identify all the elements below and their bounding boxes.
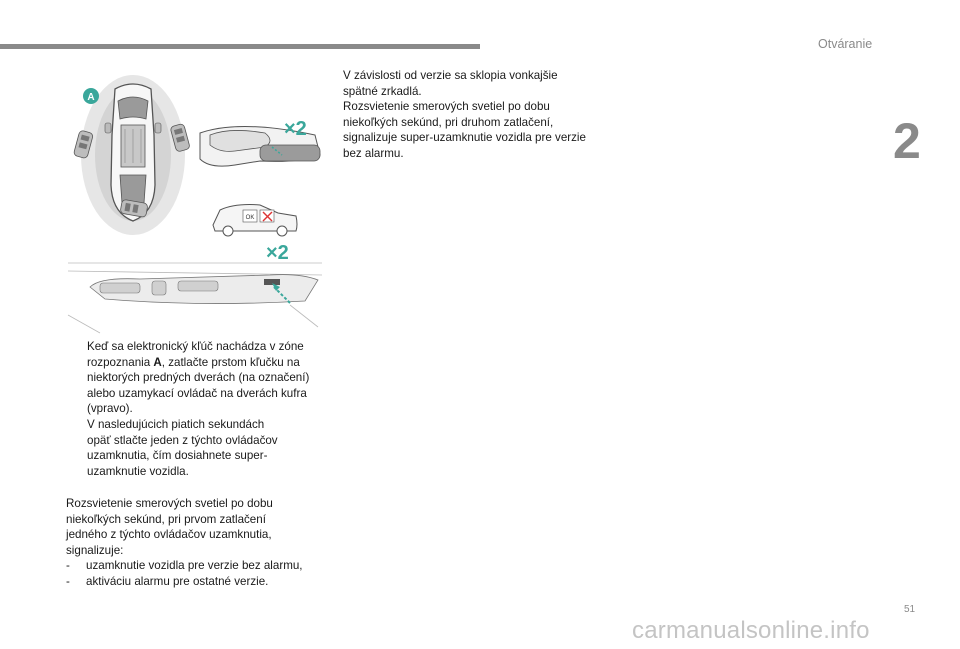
chapter-number: 2 [893,113,921,169]
text-line: bez alarmu. [343,146,404,160]
instruction-item: Keď sa elektronický kľúč nachádza v zóne rozpoznania A, zatlačte prstom kľučku na niektorých predných dverách (na označení) alebo uzamykací ovládač na dverách kufra (vpravo). [70,339,332,417]
header-bar [0,44,480,49]
instruction-list [70,339,332,479]
list-item: - aktiváciu alarmu pre ostatné verzie. [66,574,269,588]
text-line: Rozsvietenie smerových svetiel po dobu [66,497,273,510]
text-line: signalizuje: [66,543,124,557]
locking-illustration [60,75,328,340]
text-line: uzamknutia, čím dosiahnete super- [87,449,268,463]
text-line: opäť stlačte jeden z týchto ovládačov [87,433,278,447]
text-line: niektorých predných dverách (na označení) [87,371,310,385]
page-number: 51 [904,604,916,615]
text-line: Rozsvietenie smerových svetiel po dobu [343,100,550,114]
text-line: niekoľkých sekúnd, pri prvom zatlačení [66,512,266,526]
press-count-2: ×2 [266,242,289,264]
zone-reference: A [153,355,162,369]
text-line: uzamknutie vozidla. [87,464,189,478]
status-ok-label: OK [245,215,255,221]
tailgate-view [68,263,322,333]
text-line: niekoľkých sekúnd, pri druhom zatlačení, [343,115,554,129]
car-top-view [105,84,161,221]
text-line: V závislosti od verzie sa sklopia vonkajšie [343,69,558,82]
text-line: jedného z týchto ovládačov uzamknutia, [66,528,272,542]
zone-a-label: A [87,92,95,103]
right-column-text [343,68,605,162]
text-line: Keď sa elektronický kľúč nachádza v zóne [87,340,304,353]
signal-paragraph [66,496,336,590]
watermark: carmanualsonline.info [632,617,870,644]
text-line: (vpravo). [87,402,133,416]
text-line: signalizuje super-uzamknutie vozidla pre verzie [343,131,586,145]
text-line: V nasledujúcich piatich sekundách [87,417,265,431]
press-count-1: ×2 [284,118,307,140]
text-line: alebo uzamykací ovládač na dverách kufra [87,386,307,400]
text-line: spätné zrkadlá. [343,84,422,98]
instruction-item [70,417,332,479]
car-side-view [213,205,297,236]
list-item: - uzamknutie vozidla pre verzie bez alarmu, [66,559,303,573]
section-title: Otváranie [818,37,873,51]
